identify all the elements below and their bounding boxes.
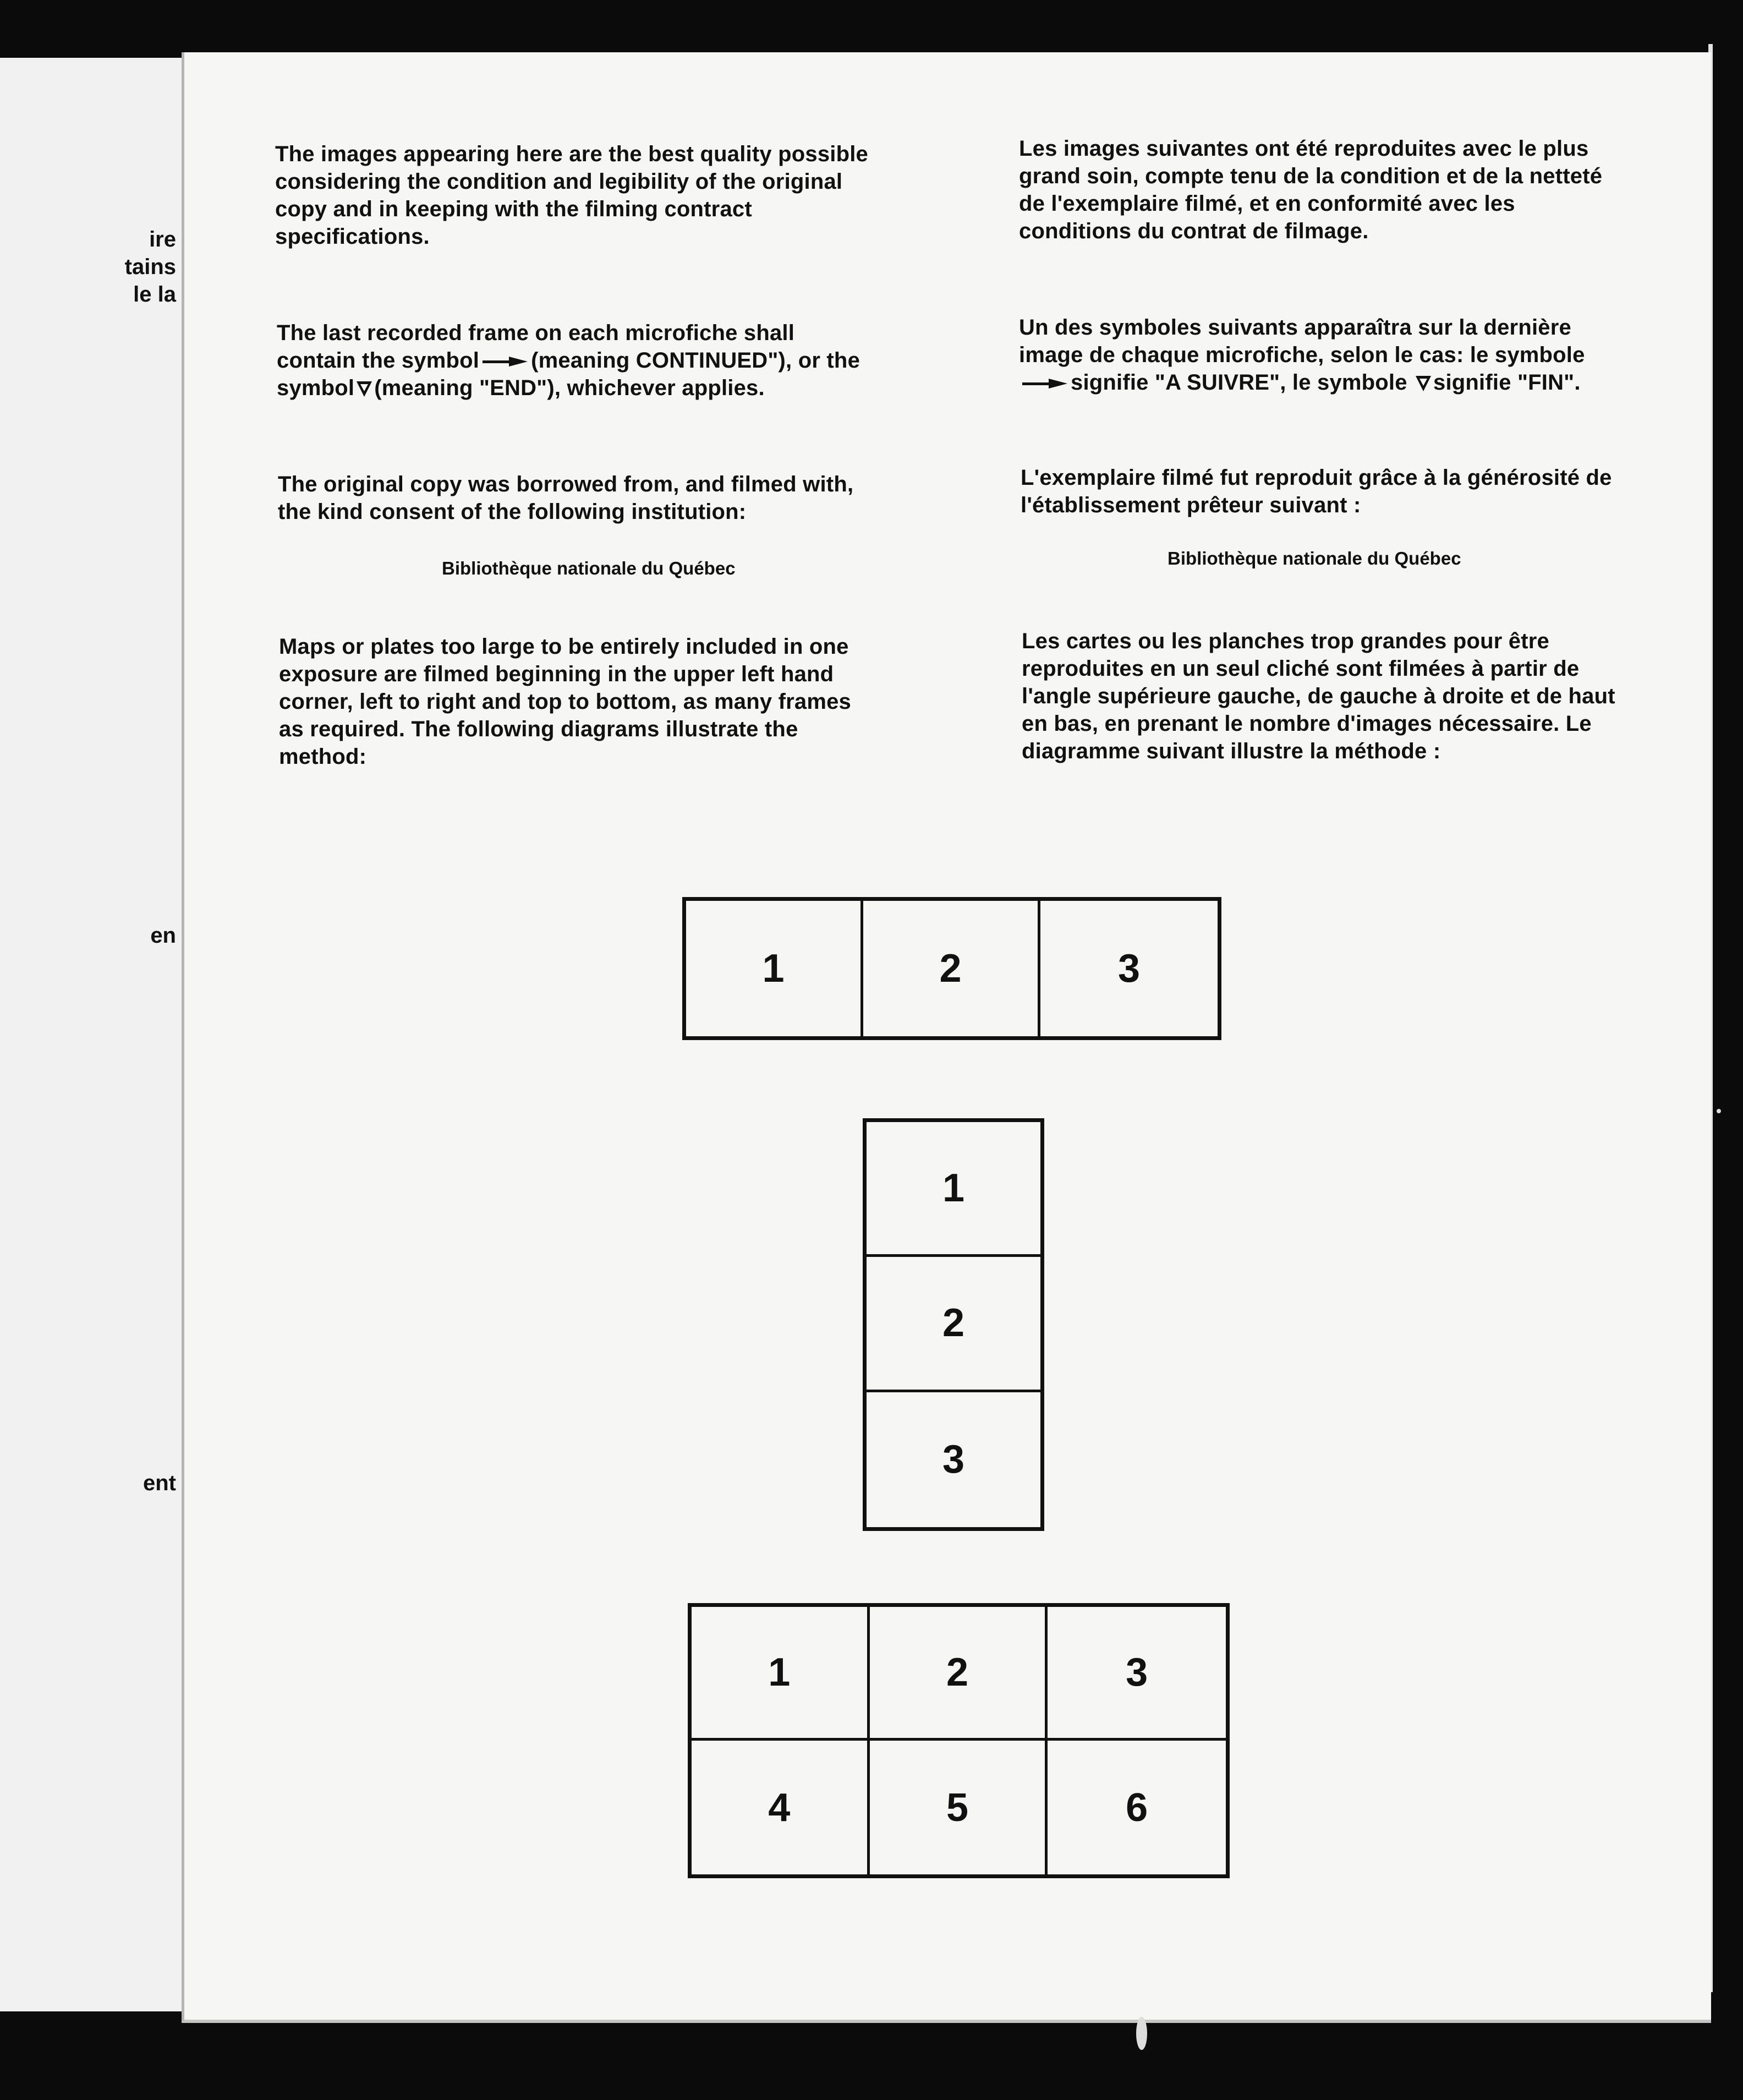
frame-cell: 3 (1048, 1607, 1226, 1741)
continued-arrow-icon (483, 356, 528, 367)
diagram-vertical (863, 1118, 1044, 1531)
fr-paragraph-institution: L'exemplaire filmé fut reproduit grâce à la générosité de l'établissement prêteur suivant : (1021, 466, 1612, 517)
adjacent-page-fragment (0, 58, 182, 2011)
frame-cell: 1 (686, 901, 863, 1036)
fr-symbols-text-a: Un des symboles suivants apparaîtra sur la dernière image de chaque microfiche, selon le cas: le symbole (1019, 315, 1585, 367)
continued-arrow-icon (1022, 378, 1067, 389)
fragment-text: tains (124, 255, 176, 279)
en-symbols-text-c: or the symbol (277, 348, 860, 400)
diagram-horizontal (682, 897, 1221, 1040)
en-institution-name: Bibliothèque nationale du Québec (442, 558, 736, 578)
fragment-text: ire (149, 227, 176, 251)
en-paragraph-quality: The images appearing here are the best quality possible considering the condition and legibility of the original copy and in keeping with the filming contract specifications. (275, 142, 868, 249)
fr-paragraph-symbols (1019, 314, 1630, 396)
en-symbols-text-a: The last recorded frame on each microfiche shall contain the symbol (277, 321, 795, 373)
frame-cell: 2 (867, 1257, 1040, 1392)
frame-cell: 4 (692, 1741, 870, 1874)
frame-cell: 6 (1126, 1785, 1148, 1830)
frame-cell: 2 (870, 1607, 1048, 1741)
en-symbols-text-b: (meaning CONTINUED"), (531, 348, 792, 373)
en-paragraph-symbols (277, 319, 871, 402)
en-symbols-text-d: (meaning "END"), whichever applies. (374, 376, 765, 400)
frame-cell: 1 (867, 1122, 1040, 1257)
fr-paragraph-method: Les cartes ou les planches trop grandes pour être reproduites en un seul cliché sont filmées à partir de l'angle supérieure gauche, de gauche à droite et de haut en bas, en prenant le nombre d'images nécessaire. Le diagramme suivant illustre la méthode : (1022, 629, 1615, 763)
frame-cell: 3 (1117, 947, 1141, 991)
fr-institution-name: Bibliothèque nationale du Québec (1168, 548, 1461, 568)
scan-artifact (1136, 2017, 1147, 2050)
en-paragraph-institution: The original copy was borrowed from, and filmed with, the kind consent of the following institution: (278, 472, 854, 524)
fragment-text: le la (133, 282, 176, 307)
fr-paragraph-quality: Les images suivantes ont été reproduites avec le plus grand soin, compte tenu de la condition et de la netteté de l'exemplaire filmé, et en conformité avec les conditions du contrat de filmage. (1019, 136, 1603, 243)
en-paragraph-method: Maps or plates too large to be entirely included in one exposure are filmed beginning in the upper left hand corner, left to right and top to bottom, as many frames as required. The following diagrams illustrate the method: (279, 635, 852, 769)
fragment-text: ent (143, 1471, 176, 1495)
fragment-text: en (150, 923, 176, 948)
end-triangle-icon (357, 381, 372, 397)
frame-cell: 2 (863, 901, 1040, 1036)
end-triangle-icon (1416, 376, 1431, 391)
fr-symbols-text-b: signifie "A SUIVRE", le symbole (1071, 370, 1407, 395)
fr-symbols-text-c: signifie "FIN". (1433, 370, 1581, 395)
diagram-grid (688, 1603, 1230, 1878)
target-page (182, 52, 1711, 2023)
scan-artifact (1717, 1109, 1721, 1113)
frame-cell: 3 (942, 1437, 965, 1482)
frame-cell: 5 (870, 1741, 1048, 1874)
frame-cell: 1 (692, 1607, 870, 1741)
